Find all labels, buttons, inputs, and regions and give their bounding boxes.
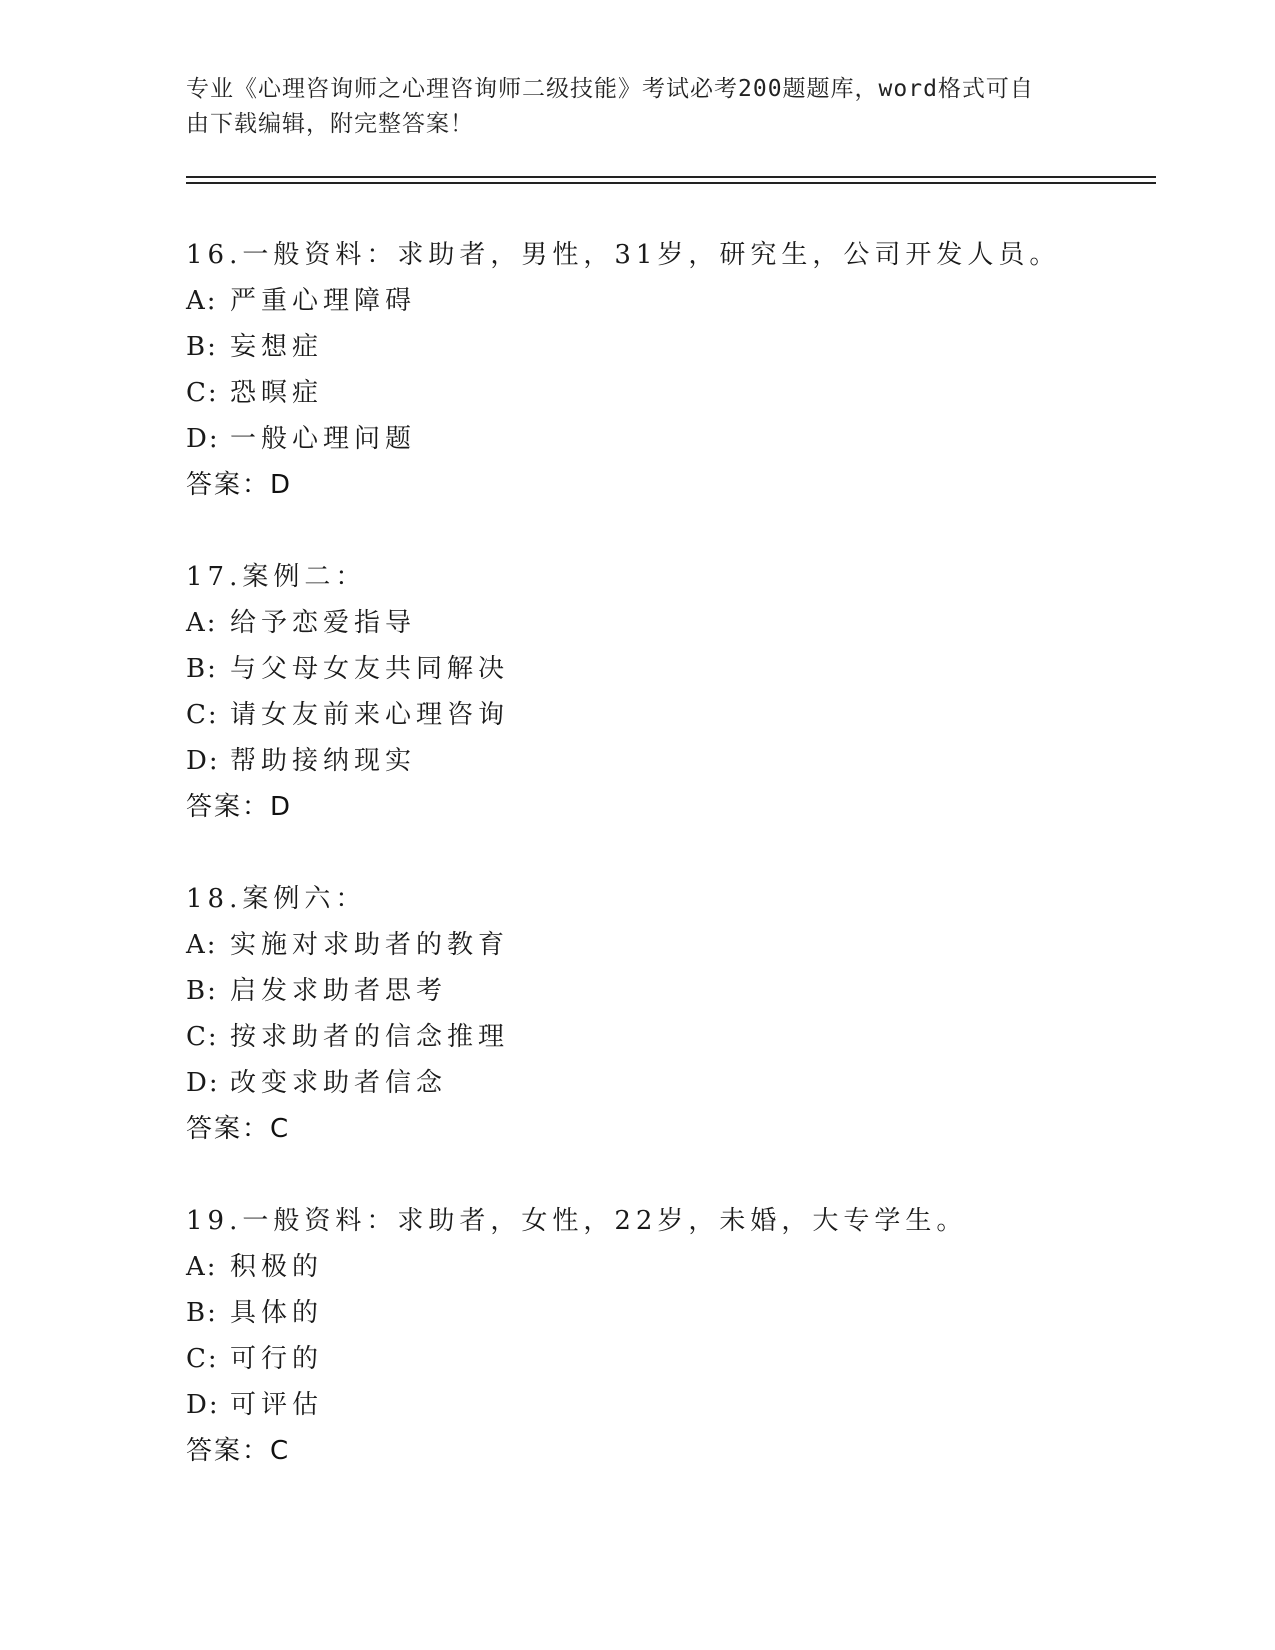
question-stem: 16.一般资料：求助者，男性，31岁，研究生，公司开发人员。: [186, 240, 1061, 270]
question-stem: 19.一般资料：求助者，女性，22岁，未婚，大专学生。: [186, 1206, 968, 1236]
option-letter: B:: [186, 332, 218, 362]
option-d: [186, 416, 1146, 462]
intro-line-2: 由下载编辑，附完整答案！: [186, 111, 474, 137]
option-letter: B:: [186, 654, 218, 684]
option-text: 按求助者的信念推理: [230, 1022, 510, 1052]
answer-line: 答案：C: [186, 1436, 291, 1466]
option-c: [186, 370, 1146, 416]
option-d: [186, 1060, 1146, 1106]
option-text: 妄想症: [230, 332, 324, 362]
option-letter: A:: [186, 286, 218, 316]
option-a: [186, 278, 1146, 324]
option-text: 可行的: [230, 1344, 324, 1374]
answer-line: 答案：C: [186, 1114, 291, 1144]
intro-line-1: 专业《心理咨询师之心理咨询师二级技能》考试必考200题题库，word格式可自: [186, 76, 1034, 102]
question-17: [186, 554, 1146, 830]
option-letter: A:: [186, 930, 218, 960]
option-text: 具体的: [230, 1298, 324, 1328]
option-text: 帮助接纳现实: [230, 746, 417, 776]
option-a: [186, 1244, 1146, 1290]
option-text: 积极的: [230, 1252, 324, 1282]
option-text: 与父母女友共同解决: [230, 654, 510, 684]
option-c: [186, 1014, 1146, 1060]
option-letter: A:: [186, 1252, 218, 1282]
option-letter: C:: [186, 1344, 219, 1374]
option-text: 可评估: [230, 1390, 324, 1420]
header-divider-bottom: [186, 182, 1156, 184]
option-letter: D:: [186, 1390, 220, 1420]
option-letter: D:: [186, 746, 220, 776]
option-letter: D:: [186, 424, 220, 454]
option-letter: B:: [186, 976, 218, 1006]
option-letter: C:: [186, 700, 219, 730]
answer-line: 答案：D: [186, 792, 293, 822]
option-text: 实施对求助者的教育: [230, 930, 510, 960]
option-b: [186, 646, 1146, 692]
document-intro: [186, 72, 1066, 142]
option-a: [186, 600, 1146, 646]
option-d: [186, 738, 1146, 784]
option-d: [186, 1382, 1146, 1428]
question-16: [186, 232, 1146, 508]
option-text: 启发求助者思考: [230, 976, 448, 1006]
option-letter: C:: [186, 378, 219, 408]
question-19: [186, 1198, 1146, 1474]
option-letter: D:: [186, 1068, 220, 1098]
question-stem: 17.案例二：: [186, 562, 367, 592]
option-letter: C:: [186, 1022, 219, 1052]
answer-line: 答案：D: [186, 470, 293, 500]
option-b: [186, 968, 1146, 1014]
option-c: [186, 692, 1146, 738]
question-list: [186, 232, 1146, 1520]
option-text: 一般心理问题: [230, 424, 417, 454]
option-letter: B:: [186, 1298, 218, 1328]
option-text: 请女友前来心理咨询: [230, 700, 510, 730]
header-divider-top: [186, 176, 1156, 178]
option-text: 给予恋爱指导: [230, 608, 417, 638]
question-18: [186, 876, 1146, 1152]
option-text: 严重心理障碍: [230, 286, 417, 316]
option-text: 改变求助者信念: [230, 1068, 448, 1098]
option-c: [186, 1336, 1146, 1382]
option-letter: A:: [186, 608, 218, 638]
option-b: [186, 1290, 1146, 1336]
option-text: 恐暝症: [230, 378, 324, 408]
option-a: [186, 922, 1146, 968]
option-b: [186, 324, 1146, 370]
question-stem: 18.案例六：: [186, 884, 367, 914]
